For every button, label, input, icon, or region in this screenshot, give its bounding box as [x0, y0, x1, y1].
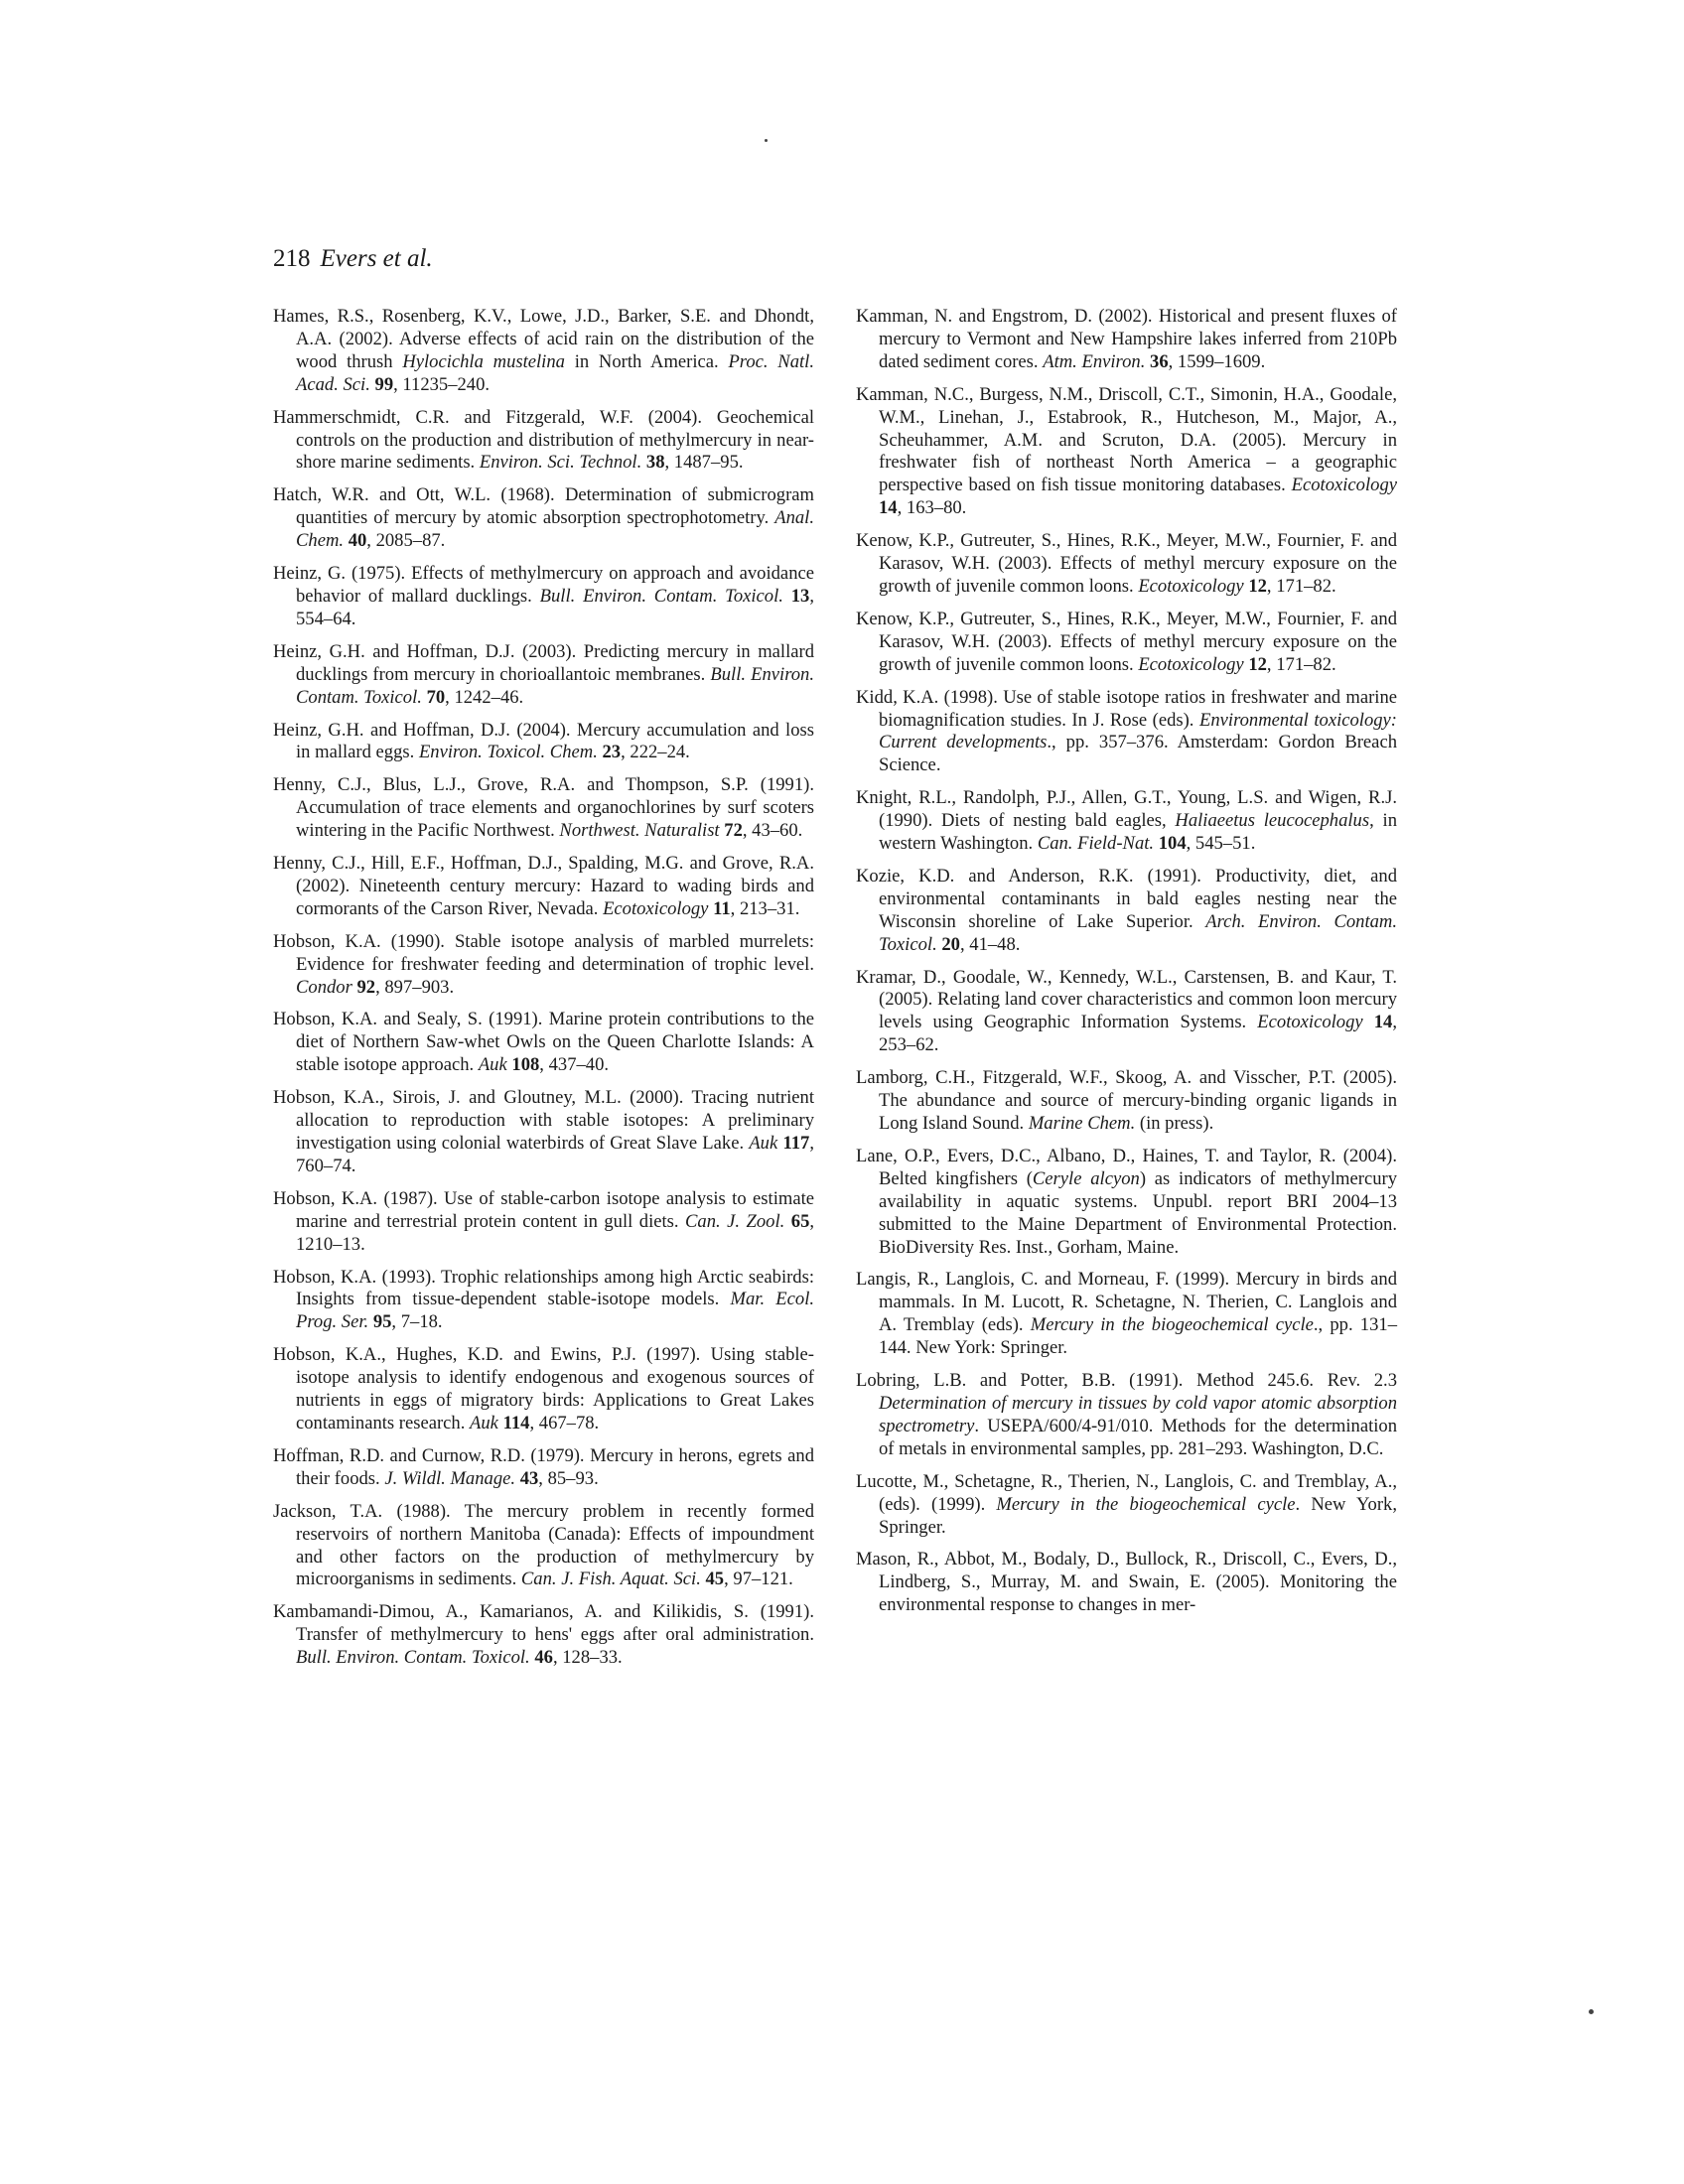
reference-entry: Kenow, K.P., Gutreuter, S., Hines, R.K., Meyer, M.W., Fournier, F. and Karasov, W.H. (2003). Effects of methyl mercury exposure on the growth of juvenile common loons. Ecotoxicology 12, 171–82.: [856, 530, 1397, 597]
reference-entry: Kidd, K.A. (1998). Use of stable isotope ratios in freshwater and marine biomagnification studies. In J. Rose (eds). Environmental toxicology: Current developments., pp. 357–376. Amsterdam: Gordon Breach Science.: [856, 686, 1398, 776]
reference-entry: Henny, C.J., Hill, E.F., Hoffman, D.J., Spalding, M.G. and Grove, R.A. (2002). Nineteenth century mercury: Hazard to wading birds and cormorants of the Carson River, Nevada. Ecotoxicology 11, 213–31.: [273, 853, 814, 919]
reference-entry: Hobson, K.A., Hughes, K.D. and Ewins, P.J. (1997). Using stable-isotope analysis to identify endogenous and exogenous sources of nutrients in eggs of migratory birds: Applications to Great Lakes contaminants research. Auk 114, 467–78.: [273, 1344, 814, 1433]
reference-column-left: [273, 306, 814, 1680]
reference-entry: Hobson, K.A. and Sealy, S. (1991). Marine protein contributions to the diet of Northern Saw-whet Owls on the Queen Charlotte Islands: A stable isotope approach. Auk 108, 437–40.: [273, 1009, 814, 1076]
reference-entry: Jackson, T.A. (1988). The mercury problem in recently formed reservoirs of northern Manitoba (Canada): Effects of impoundment and other factors on the production of methylmercury by microorganisms in sediments. Can. J. Fish. Aquat. Sci. 45, 97–121.: [273, 1500, 814, 1590]
reference-entry: Lucotte, M., Schetagne, R., Therien, N., Langlois, C. and Tremblay, A., (eds). (1999). Mercury in the biogeochemical cycle. New York, Springer.: [856, 1470, 1397, 1538]
reference-entry: Kozie, K.D. and Anderson, R.K. (1991). Productivity, diet, and environmental contaminants in bald eagles nesting near the Wisconsin shoreline of Lake Superior. Arch. Environ. Contam. Toxicol. 20, 41–48.: [856, 865, 1397, 955]
reference-entry: Heinz, G. (1975). Effects of methylmercury on approach and avoidance behavior of mallard ducklings. Bull. Environ. Contam. Toxicol. 13, 554–64.: [273, 563, 814, 629]
reference-entry: Lobring, L.B. and Potter, B.B. (1991). Method 245.6. Rev. 2.3 Determination of mercury in tissues by cold vapor atomic absorption spectrometry. USEPA/600/4-91/010. Methods for the determination of metals in environmental samples, pp. 281–293. Washington, D.C.: [856, 1370, 1397, 1459]
reference-entry: Hatch, W.R. and Ott, W.L. (1968). Determination of submicrogram quantities of mercury by atomic absorption spectrophotometry. Anal. Chem. 40, 2085–87.: [273, 484, 814, 552]
reference-entry: Kenow, K.P., Gutreuter, S., Hines, R.K., Meyer, M.W., Fournier, F. and Karasov, W.H. (2003). Effects of methyl mercury exposure on the growth of juvenile common loons. Ecotoxicology 12, 171–82.: [856, 608, 1397, 675]
reference-entry: Kramar, D., Goodale, W., Kennedy, W.L., Carstensen, B. and Kaur, T. (2005). Relating land cover characteristics and common loon mercury levels using Geographic Information Systems. Ecotoxicology 14, 253–62.: [856, 966, 1397, 1056]
reference-entry: Langis, R., Langlois, C. and Morneau, F. (1999). Mercury in birds and mammals. In M. Lucott, R. Schetagne, N. Therien, C. Langlois and A. Tremblay (eds). Mercury in the biogeochemical cycle., pp. 131–144. New York: Springer.: [856, 1269, 1397, 1359]
reference-entry: Henny, C.J., Blus, L.J., Grove, R.A. and Thompson, S.P. (1991). Accumulation of trace elements and organochlorines by surf scoters wintering in the Pacific Northwest. Northwest. Naturalist 72, 43–60.: [273, 774, 814, 842]
reference-entry: Heinz, G.H. and Hoffman, D.J. (2004). Mercury accumulation and loss in mallard eggs. Environ. Toxicol. Chem. 23, 222–24.: [273, 719, 814, 763]
reference-entry: Knight, R.L., Randolph, P.J., Allen, G.T., Young, L.S. and Wigen, R.J. (1990). Diets of nesting bald eagles, Haliaeetus leucocephalus, in western Washington. Can. Field-Nat. 104, 545–51.: [856, 787, 1397, 855]
reference-entry: Lane, O.P., Evers, D.C., Albano, D., Haines, T. and Taylor, R. (2004). Belted kingfishers (Ceryle alcyon) as indicators of methylmercury availability in aquatic systems. Unpubl. report BRI 2004–13 submitted to the Maine Department of Environmental Protection. BioDiversity Res. Inst., Gorham, Maine.: [856, 1145, 1397, 1258]
reference-entry: Hames, R.S., Rosenberg, K.V., Lowe, J.D., Barker, S.E. and Dhondt, A.A. (2002). Adverse effects of acid rain on the distribution of the wood thrush Hylocichla mustelina in North America. Proc. Natl. Acad. Sci. 99, 11235–240.: [273, 306, 814, 395]
reference-entry: Hobson, K.A., Sirois, J. and Gloutney, M.L. (2000). Tracing nutrient allocation to reproduction with stable isotopes: A preliminary investigation using colonial waterbirds of Great Slave Lake. Auk 117, 760–74.: [273, 1087, 814, 1176]
reference-entry: Hoffman, R.D. and Curnow, R.D. (1979). Mercury in herons, egrets and their foods. J. Wildl. Manage. 43, 85–93.: [273, 1444, 814, 1489]
reference-entry: Kamman, N. and Engstrom, D. (2002). Historical and present fluxes of mercury to Vermont and New Hampshire lakes inferred from 210Pb dated sediment cores. Atm. Environ. 36, 1599–1609.: [856, 306, 1397, 372]
running-head: [273, 244, 433, 274]
reference-entry: Lamborg, C.H., Fitzgerald, W.F., Skoog, A. and Visscher, P.T. (2005). The abundance and source of mercury-binding organic ligands in Long Island Sound. Marine Chem. (in press).: [856, 1067, 1397, 1134]
reference-entry: Mason, R., Abbot, M., Bodaly, D., Bullock, R., Driscoll, C., Evers, D., Lindberg, S., Murray, M. and Swain, E. (2005). Monitoring the environmental response to changes in mer-: [856, 1549, 1397, 1616]
reference-entry: Hammerschmidt, C.R. and Fitzgerald, W.F. (2004). Geochemical controls on the production and distribution of methylmercury in near-shore marine sediments. Environ. Sci. Technol. 38, 1487–95.: [273, 406, 814, 474]
reference-entry: Kambamandi-Dimou, A., Kamarianos, A. and Kilikidis, S. (1991). Transfer of methylmercury to hens' eggs after oral administration. Bull. Environ. Contam. Toxicol. 46, 128–33.: [273, 1601, 814, 1669]
reference-column-right: [856, 306, 1397, 1627]
reference-entry: Hobson, K.A. (1987). Use of stable-carbon isotope analysis to estimate marine and terrestrial protein content in gull diets. Can. J. Zool. 65, 1210–13.: [273, 1187, 815, 1255]
scan-speck: [1589, 2009, 1594, 2014]
page-number: 218: [273, 245, 311, 272]
reference-entry: Hobson, K.A. (1993). Trophic relationships among high Arctic seabirds: Insights from tissue-dependent stable-isotope models. Mar. Ecol. Prog. Ser. 95, 7–18.: [273, 1266, 815, 1333]
running-head-authors: Evers et al.: [320, 245, 433, 272]
reference-entry: Hobson, K.A. (1990). Stable isotope analysis of marbled murrelets: Evidence for freshwater feeding and determination of trophic level. Condor 92, 897–903.: [273, 930, 814, 998]
scan-speck: [765, 139, 768, 142]
reference-entry: Heinz, G.H. and Hoffman, D.J. (2003). Predicting mercury in mallard ducklings from mercury in chorioallantoic membranes. Bull. Environ. Contam. Toxicol. 70, 1242–46.: [273, 640, 814, 708]
reference-entry: Kamman, N.C., Burgess, N.M., Driscoll, C.T., Simonin, H.A., Goodale, W.M., Linehan, J., Estabrook, R., Hutcheson, M., Major, A., Scheuhammer, A.M. and Scruton, D.A. (2005). Mercury in freshwater fish of northeast North America – a geographic perspective based on fish tissue monitoring databases. Ecotoxicology 14, 163–80.: [856, 383, 1397, 519]
